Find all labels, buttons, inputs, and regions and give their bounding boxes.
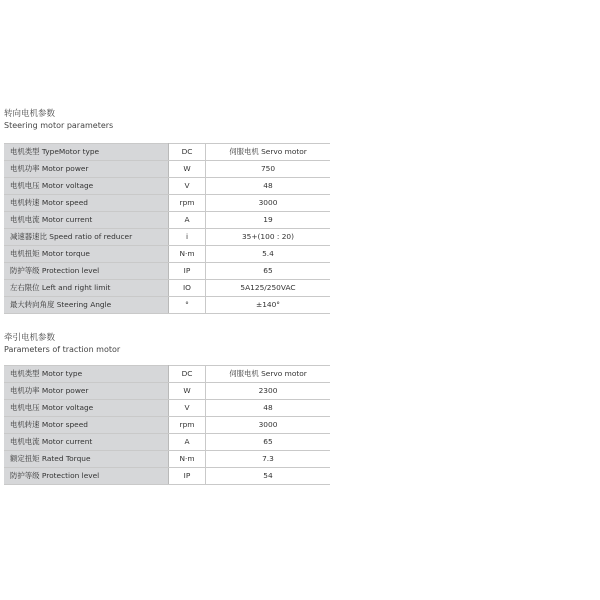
steering-section-subtitle: Steering motor parameters bbox=[4, 121, 114, 130]
param-name-cell: 电机类型 Motor type bbox=[4, 366, 169, 383]
traction-section-title: 牵引电机参数 bbox=[4, 333, 56, 343]
table-row bbox=[4, 383, 330, 400]
param-name-cell: 电机扭矩 Motor torque bbox=[4, 246, 169, 263]
table-row bbox=[4, 263, 330, 280]
param-unit-cell: DC bbox=[169, 366, 206, 383]
param-name-cell: 防护等级 Protection level bbox=[4, 468, 169, 485]
steering-section-title: 转向电机参数 bbox=[4, 109, 56, 119]
param-name-cell: 电机电流 Motor current bbox=[4, 212, 169, 229]
param-name-cell: 电机转速 Motor speed bbox=[4, 417, 169, 434]
param-name-cell: 电机功率 Motor power bbox=[4, 383, 169, 400]
param-name-cell: 电机电压 Motor voltage bbox=[4, 178, 169, 195]
table-row bbox=[4, 417, 330, 434]
table-row bbox=[4, 195, 330, 212]
table-row bbox=[4, 297, 330, 314]
param-unit-cell: N·m bbox=[169, 451, 206, 468]
param-name-cell: 左右限位 Left and right limit bbox=[4, 280, 169, 297]
table-row bbox=[4, 400, 330, 417]
param-name-cell: 最大转向角度 Steering Angle bbox=[4, 297, 169, 314]
param-name-cell: 电机转速 Motor speed bbox=[4, 195, 169, 212]
param-value-cell: 65 bbox=[206, 263, 331, 280]
param-value-cell: 7.3 bbox=[206, 451, 331, 468]
param-unit-cell: W bbox=[169, 383, 206, 400]
table-row bbox=[4, 144, 330, 161]
param-value-cell: 5.4 bbox=[206, 246, 331, 263]
param-unit-cell: rpm bbox=[169, 417, 206, 434]
param-name-cell: 减速器速比 Speed ratio of reducer bbox=[4, 229, 169, 246]
param-unit-cell: V bbox=[169, 400, 206, 417]
table-row bbox=[4, 229, 330, 246]
param-unit-cell: IP bbox=[169, 263, 206, 280]
param-value-cell: 伺服电机 Servo motor bbox=[206, 366, 331, 383]
table-row bbox=[4, 366, 330, 383]
param-name-cell: 电机功率 Motor power bbox=[4, 161, 169, 178]
param-unit-cell: ° bbox=[169, 297, 206, 314]
traction-params-table bbox=[4, 365, 330, 485]
table-row bbox=[4, 212, 330, 229]
param-value-cell: 48 bbox=[206, 178, 331, 195]
param-unit-cell: IO bbox=[169, 280, 206, 297]
param-value-cell: 伺服电机 Servo motor bbox=[206, 144, 331, 161]
param-unit-cell: A bbox=[169, 212, 206, 229]
steering-params-table bbox=[4, 143, 330, 314]
table-row bbox=[4, 280, 330, 297]
param-name-cell: 电机电压 Motor voltage bbox=[4, 400, 169, 417]
param-value-cell: 750 bbox=[206, 161, 331, 178]
param-name-cell: 电机电流 Motor current bbox=[4, 434, 169, 451]
table-row bbox=[4, 178, 330, 195]
traction-section-subtitle: Parameters of traction motor bbox=[4, 345, 121, 354]
param-value-cell: 2300 bbox=[206, 383, 331, 400]
param-name-cell: 电机类型 TypeMotor type bbox=[4, 144, 169, 161]
traction-motor-section bbox=[4, 333, 330, 485]
param-value-cell: 65 bbox=[206, 434, 331, 451]
table-row bbox=[4, 161, 330, 178]
param-value-cell: 3000 bbox=[206, 417, 331, 434]
table-row bbox=[4, 451, 330, 468]
param-name-cell: 防护等级 Protection level bbox=[4, 263, 169, 280]
param-value-cell: 35+(100 : 20) bbox=[206, 229, 331, 246]
table-row bbox=[4, 434, 330, 451]
param-unit-cell: V bbox=[169, 178, 206, 195]
param-unit-cell: W bbox=[169, 161, 206, 178]
param-unit-cell: DC bbox=[169, 144, 206, 161]
param-unit-cell: rpm bbox=[169, 195, 206, 212]
param-value-cell: ±140° bbox=[206, 297, 331, 314]
param-name-cell: 额定扭矩 Rated Torque bbox=[4, 451, 169, 468]
param-value-cell: 48 bbox=[206, 400, 331, 417]
param-unit-cell: N·m bbox=[169, 246, 206, 263]
param-value-cell: 3000 bbox=[206, 195, 331, 212]
steering-motor-section bbox=[4, 109, 330, 314]
param-value-cell: 5A125/250VAC bbox=[206, 280, 331, 297]
param-value-cell: 54 bbox=[206, 468, 331, 485]
param-unit-cell: IP bbox=[169, 468, 206, 485]
param-value-cell: 19 bbox=[206, 212, 331, 229]
param-unit-cell: i bbox=[169, 229, 206, 246]
table-row bbox=[4, 246, 330, 263]
table-row bbox=[4, 468, 330, 485]
param-unit-cell: A bbox=[169, 434, 206, 451]
